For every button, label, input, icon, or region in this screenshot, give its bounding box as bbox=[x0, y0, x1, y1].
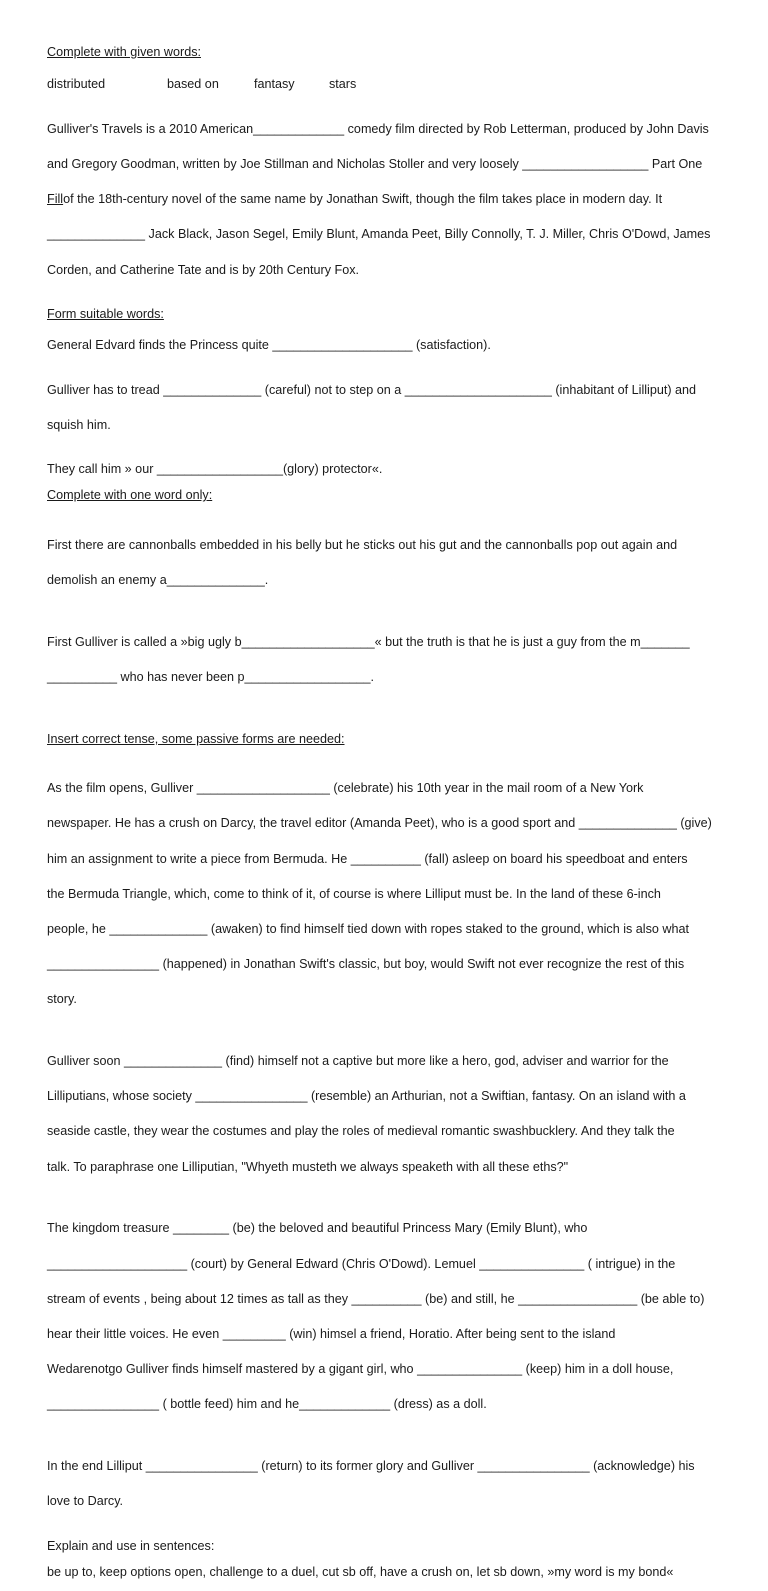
text-line: squish him. bbox=[47, 417, 111, 432]
paragraph-glory: They call him » our __________________(glory) protector«. bbox=[47, 461, 383, 476]
text-line: love to Darcy. bbox=[47, 1494, 124, 1509]
paragraph-the-end bbox=[47, 1441, 727, 1529]
paragraph-phrases: be up to, keep options open, challenge to a duel, cut sb off, have a crush on, let sb down, »my word is my bond« bbox=[47, 1565, 674, 1580]
text-line: ________________ (happened) in Jonathan Swift's classic, but boy, would Swift not ever recognize the rest of this bbox=[47, 957, 685, 972]
word-bank-item: distributed bbox=[47, 76, 106, 91]
text-line: Gulliver has to tread ______________ (careful) not to step on a _____________________ (inhabitant of Lilliput) and bbox=[47, 382, 697, 397]
text-line: seaside castle, they wear the costumes and play the roles of medieval romantic swashbucklery. And they talk the bbox=[47, 1124, 675, 1139]
paragraph-careful bbox=[47, 364, 727, 452]
paragraph-film-opens bbox=[47, 763, 727, 1027]
paragraph-film-intro bbox=[47, 103, 727, 297]
paragraph-cannonballs bbox=[47, 519, 727, 607]
text-line: ________________ ( bottle feed) him and he_____________ (dress) as a doll. bbox=[47, 1397, 487, 1412]
text-line: demolish an enemy a______________. bbox=[47, 572, 269, 587]
text-line: hear their little voices. He even _________ (win) himsel a friend, Horatio. After being sent to the island bbox=[47, 1327, 616, 1341]
text-line: talk. To paraphrase one Lilliputian, "Whyeth musteth we always speaketh with all these eths?" bbox=[47, 1159, 569, 1174]
section-heading-one-word: Complete with one word only: bbox=[47, 488, 213, 503]
text-line: newspaper. He has a crush on Darcy, the travel editor (Amanda Peet), who is a good sport and ______________ (give) bbox=[47, 816, 712, 831]
text-line: Gulliver soon ______________ (find) himself not a captive but more like a hero, god, adviser and warrior for the bbox=[47, 1054, 669, 1069]
text-line: First Gulliver is called a »big ugly b___________________« but the truth is that he is just a guy from the m_______ bbox=[47, 634, 690, 649]
paragraph-gulliver-soon bbox=[47, 1036, 727, 1194]
text-line: ______________ Jack Black, Jason Segel, Emily Blunt, Amanda Peet, Billy Connolly, T. J. Miller, Chris O'Dowd, James bbox=[47, 227, 711, 242]
text-line: stream of events , being about 12 times as tall as they __________ (be) and still, he _________________ (be able to) bbox=[47, 1291, 705, 1306]
text-line: ____________________ (court) by General Edward (Chris O'Dowd). Lemuel _______________ ( intrigue) in the bbox=[47, 1256, 676, 1271]
text-line: Lilliputians, whose society ________________ (resemble) an Arthurian, not a Swiftian, fantasy. On an island with a bbox=[47, 1089, 686, 1104]
word-bank-item: based on bbox=[167, 76, 219, 91]
text-line: Gulliver's Travels is a 2010 American_____________ comedy film directed by Rob Letterman, produced by John Davis bbox=[47, 121, 709, 136]
text-line: In the end Lilliput ________________ (return) to its former glory and Gulliver ________________ (acknowledge) his bbox=[47, 1459, 695, 1474]
paragraph-kingdom-treasure bbox=[47, 1203, 727, 1432]
text-line: and Gregory Goodman, written by Joe Stillman and Nicholas Stoller and very loosely __________________ Part One bbox=[47, 156, 703, 171]
word-bank-item: fantasy bbox=[254, 76, 295, 91]
word-bank bbox=[47, 76, 727, 94]
section-heading-form-words: Form suitable words: bbox=[47, 306, 164, 321]
text-line: the Bermuda Triangle, which, come to think of it, of course is where Lilliput must be. In the land of these 6-inch bbox=[47, 886, 661, 901]
text-line: The kingdom treasure ________ (be) the beloved and beautiful Princess Mary (Emily Blunt), who bbox=[47, 1221, 588, 1236]
section-heading-explain: Explain and use in sentences: bbox=[47, 1538, 215, 1553]
text-line: As the film opens, Gulliver ___________________ (celebrate) his 10th year in the mail room of a New York bbox=[47, 781, 644, 796]
section-heading-tense: Insert correct tense, some passive forms are needed: bbox=[47, 732, 345, 746]
text-line-rest: of the 18th-century novel of the same name by Jonathan Swift, though the film takes place in modern day. It bbox=[63, 192, 663, 207]
text-line bbox=[47, 191, 727, 209]
fill-marker: Fill bbox=[47, 192, 64, 207]
text-line: Wedarenotgo Gulliver finds himself mastered by a gigant girl, who _______________ (keep) him in a doll house, bbox=[47, 1362, 674, 1377]
section-heading-given-words: Complete with given words: bbox=[47, 45, 201, 59]
text-line: him an assignment to write a piece from Bermuda. He __________ (fall) asleep on board his speedboat and enters bbox=[47, 851, 688, 866]
spacer bbox=[47, 713, 727, 731]
paragraph-satisfaction: General Edvard finds the Princess quite ____________________ (satisfaction). bbox=[47, 338, 491, 353]
text-line: people, he ______________ (awaken) to find himself tied down with ropes staked to the ground, which is also what bbox=[47, 921, 689, 936]
paragraph-big-ugly bbox=[47, 616, 727, 704]
text-line: First there are cannonballs embedded in his belly but he sticks out his gut and the cannonballs pop out again and bbox=[47, 537, 678, 552]
text-line: __________ who has never been p__________________. bbox=[47, 669, 375, 684]
text-line: story. bbox=[47, 992, 77, 1007]
text-line: Corden, and Catherine Tate and is by 20th Century Fox. bbox=[47, 262, 359, 277]
word-bank-item: stars bbox=[329, 76, 357, 91]
worksheet bbox=[47, 44, 727, 1591]
